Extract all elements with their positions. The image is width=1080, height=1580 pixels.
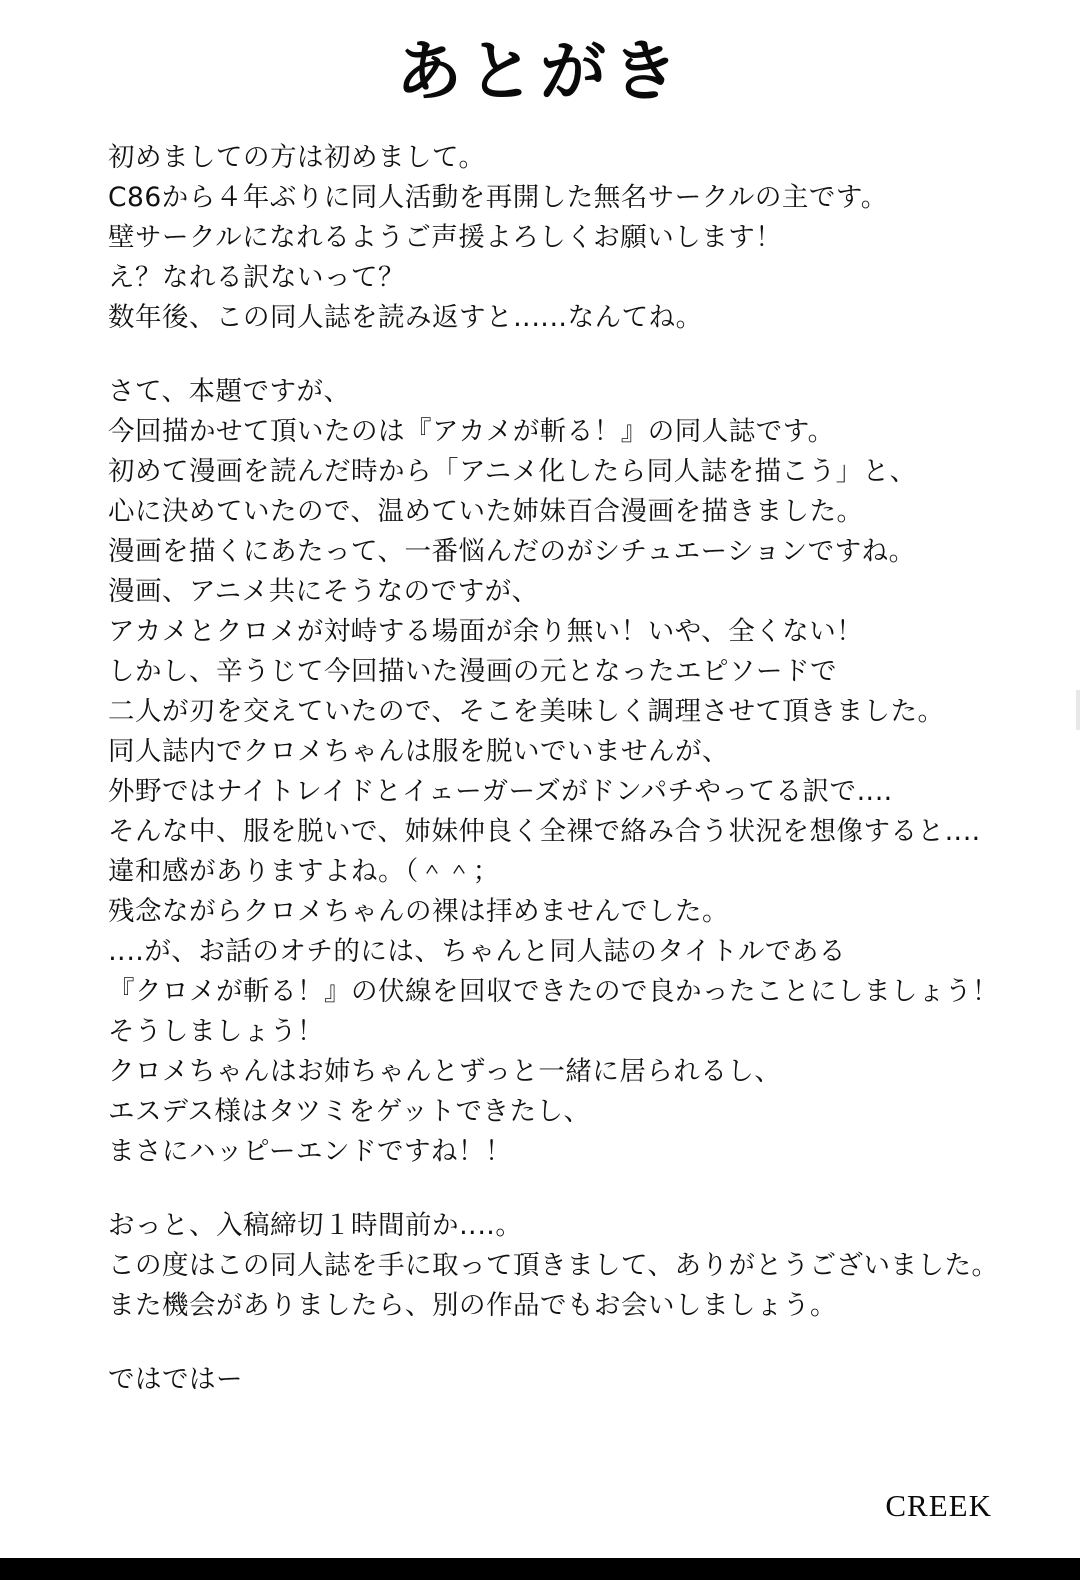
text-line: 初めましての方は初めまして。 [108,142,486,173]
text-line: 二人が刃を交えていたので、そこを美味しく調理させて頂きました。 [108,696,945,727]
page-bottom-bar [0,1558,1080,1580]
text-line: 心に決めていたので、温めていた姉妹百合漫画を描きました。 [108,496,864,527]
author-signature: CREEK [885,1488,992,1523]
text-line: まさにハッピーエンドですね！！ [108,1136,512,1167]
text-line: さて、本題ですが、 [108,376,351,407]
page-edge-mark [1076,690,1080,730]
text-line: 残念ながらクロメちゃんの裸は拝めませんでした。 [108,896,729,927]
text-line: おっと、入稿締切１時間前か‥‥。 [108,1210,523,1241]
paragraph-intro [108,138,1008,338]
paragraph-farewell [108,1360,1008,1400]
text-line: ではではー [108,1364,243,1395]
text-line: クロメちゃんはお姉ちゃんとずっと一緒に居られるし、 [108,1056,782,1087]
text-line: そんな中、服を脱いで、姉妹仲良く全裸で絡み合う状況を想像すると‥‥ [108,816,981,847]
page-title: あとがき [396,33,684,110]
paragraph-closing [108,1206,1008,1326]
text-line: 外野ではナイトレイドとイェーガーズがドンパチやってる訳で‥‥ [108,776,893,807]
text-line: しかし、辛うじて今回描いた漫画の元となったエピソードで [108,656,837,687]
text-line: 初めて漫画を読んだ時から「アニメ化したら同人誌を描こう」と、 [108,456,917,487]
text-line: え？なれる訳ないって？ [108,262,405,293]
text-line: この度はこの同人誌を手に取って頂きまして、ありがとうございました。 [108,1250,999,1281]
text-line: また機会がありましたら、別の作品でもお会いしましょう。 [108,1290,837,1321]
paragraph-main [108,372,1008,1172]
text-line: ‥‥が、お話のオチ的には、ちゃんと同人誌のタイトルである [108,936,846,967]
text-line: アカメとクロメが対峙する場面が余り無い！いや、全くない！ [108,616,864,647]
afterword-body [108,138,1008,1400]
text-line: 壁サークルになれるようご声援よろしくお願いします！ [108,222,783,253]
text-line: 数年後、この同人誌を読み返すと‥‥‥なんてね。 [108,302,703,333]
text-line: そうしましょう！ [108,1016,324,1047]
text-line: エスデス様はタツミをゲットできたし、 [108,1096,591,1127]
text-line: C86から４年ぶりに同人活動を再開した無名サークルの主です。 [108,182,888,213]
text-line: 漫画を描くにあたって、一番悩んだのがシチュエーションですね。 [108,536,916,567]
text-line: 漫画、アニメ共にそうなのですが、 [108,576,539,607]
text-line: 違和感がありますよね。（＾＾； [108,856,500,887]
text-line: 『クロメが斬る！』の伏線を回収できたので良かったことにしましょう！ [108,976,999,1007]
text-line: 今回描かせて頂いたのは『アカメが斬る！』の同人誌です。 [108,416,835,447]
text-line: 同人誌内でクロメちゃんは服を脱いでいませんが、 [108,736,729,767]
